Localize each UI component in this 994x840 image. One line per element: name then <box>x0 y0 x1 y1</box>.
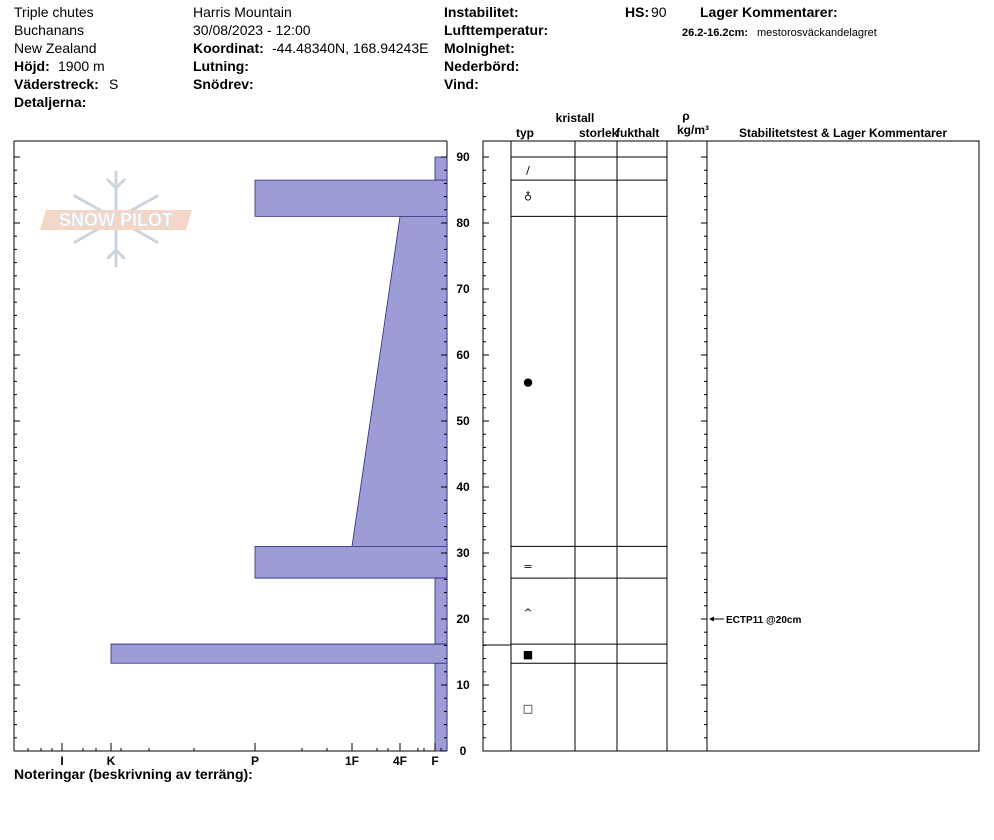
x-tick-label: F <box>431 754 439 768</box>
x-tick-label: 1F <box>344 754 360 768</box>
x-tick-label: K <box>106 754 116 768</box>
hardness-layers <box>111 157 447 751</box>
y-tick-label: 0 <box>459 744 467 758</box>
header-crystal: kristall <box>555 111 595 125</box>
coord-value: -44.48340N, 168.94243E <box>272 40 429 56</box>
cloud-label: Molnighet: <box>444 40 515 56</box>
layer-table <box>483 141 979 751</box>
header-stability: Stabilitetstest & Lager Kommentarer <box>738 126 948 140</box>
elevation-label: Höjd: <box>14 58 50 74</box>
x-tick-label: 4F <box>392 754 408 768</box>
header-moisture: fukthalt <box>616 126 660 140</box>
watermark-text: SNOW PILOT <box>59 210 173 230</box>
y-tick-label: 50 <box>456 414 470 428</box>
hs-value: 90 <box>651 4 667 20</box>
air-temp-label: Lufttemperatur: <box>444 22 549 38</box>
crystal-symbol-3: = <box>523 560 533 574</box>
observer: Harris Mountain <box>193 4 292 20</box>
y-tick-label: 30 <box>456 546 470 560</box>
precip-label: Nederbörd: <box>444 58 520 74</box>
y-tick-label: 20 <box>456 612 470 626</box>
instability-label: Instabilitet: <box>444 4 519 20</box>
elevation-value: 1900 m <box>58 58 105 74</box>
layer-comments-label: Lager Kommentarer: <box>700 4 838 20</box>
y-tick-label: 80 <box>456 216 470 230</box>
x-tick-label: I <box>60 754 64 768</box>
y-tick-label: 90 <box>456 150 470 164</box>
depth-axis <box>14 150 707 758</box>
hardness-layer-0 <box>435 157 447 180</box>
crystal-symbol-6: □ <box>522 702 534 716</box>
details-label: Detaljerna: <box>14 94 87 110</box>
country: New Zealand <box>14 40 97 56</box>
hardness-layer-2 <box>352 216 447 546</box>
wind-label: Vind: <box>444 76 479 92</box>
header-density-unit: kg/m³ <box>676 123 710 137</box>
crystal-symbol-0: / <box>526 164 530 178</box>
aspect-value: S <box>109 76 119 92</box>
stability-test-arrowhead <box>709 617 714 622</box>
hs-label: HS: <box>625 4 650 20</box>
y-tick-label: 40 <box>456 480 470 494</box>
hardness-layer-4 <box>435 578 447 644</box>
header-type: typ <box>516 126 534 140</box>
hardness-layer-1 <box>255 180 447 216</box>
stability-test-label-0: ECTP11 @20cm <box>726 615 802 626</box>
y-tick-label: 10 <box>456 678 470 692</box>
coord-label: Koordinat: <box>193 40 264 56</box>
snowpilot-logo <box>40 172 192 266</box>
layer-comment-text: mestorosväckandelagret <box>757 27 877 39</box>
crystal-symbol-4: ^ <box>523 606 533 620</box>
location: Triple chutes <box>14 4 94 20</box>
header-size: storlek <box>579 126 619 140</box>
hardness-axis <box>28 743 441 768</box>
crystal-symbol-5: ■ <box>522 647 534 661</box>
y-tick-label: 60 <box>456 348 470 362</box>
y-tick-label: 70 <box>456 282 470 296</box>
stability-tests <box>709 615 801 626</box>
range: Buchanans <box>14 22 85 38</box>
x-tick-label: P <box>250 754 260 768</box>
crystal-symbol-1: ♁ <box>523 190 533 204</box>
hardness-layer-3 <box>255 546 447 578</box>
crystal-symbol-2: ● <box>523 375 533 389</box>
header-rho: ρ <box>682 109 690 123</box>
crystal-symbols <box>523 164 533 715</box>
wind-drift-label: Snödrev: <box>193 76 254 92</box>
hardness-layer-5 <box>111 644 447 663</box>
datetime: 30/08/2023 - 12:00 <box>193 22 311 38</box>
notes-label: Noteringar (beskrivning av terräng): <box>14 766 253 782</box>
layer-comment-range: 26.2-16.2cm: <box>682 27 749 39</box>
aspect-label: Väderstreck: <box>14 76 99 92</box>
slope-label: Lutning: <box>193 58 249 74</box>
